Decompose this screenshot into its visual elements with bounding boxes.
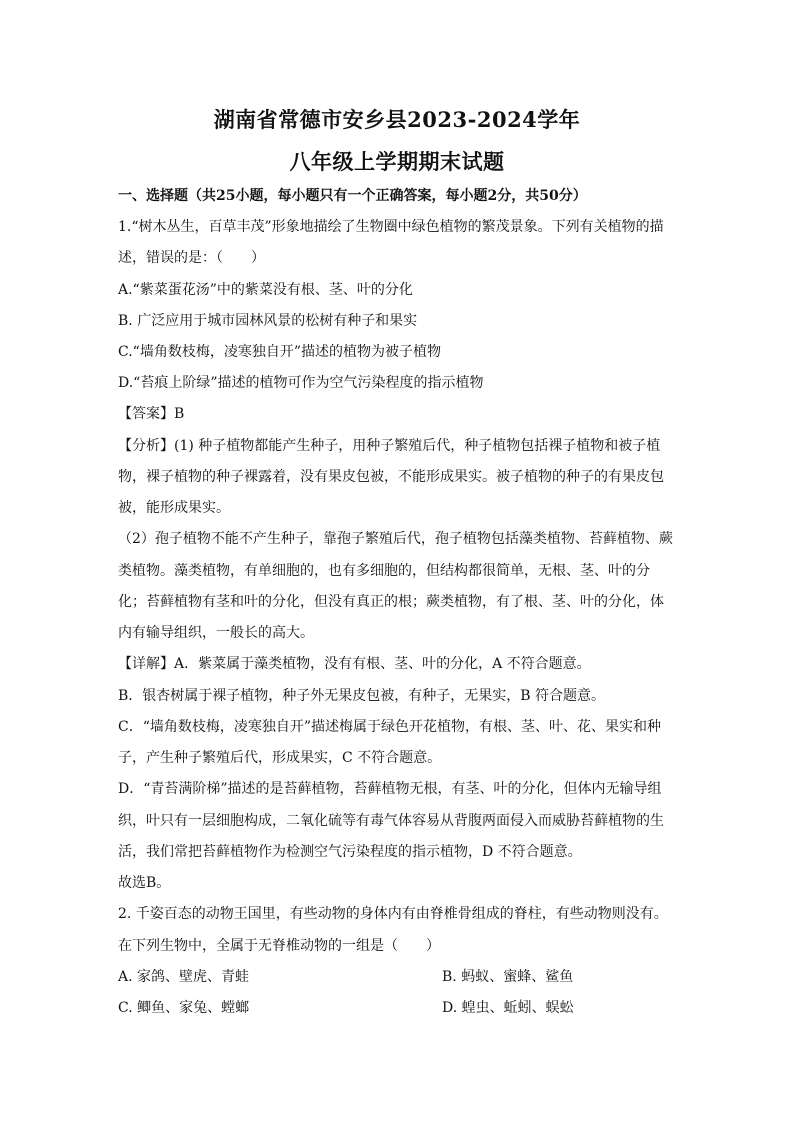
- section-heading: 一、选择题（共25小题，每小题只有一个正确答案，每小题2分，共50分）: [118, 188, 587, 204]
- document-subtitle: 八年级上学期期末试题: [289, 149, 505, 174]
- question-line: 在下列生物中，全属于无脊椎动物的一组是（ ）: [118, 938, 440, 954]
- question-line: 2. 千姿百态的动物王国里，有些动物的身体内有由脊椎骨组成的脊柱，有些动物则没有。: [118, 906, 668, 922]
- option-a: A. 家鸽、壁虎、青蛙: [118, 969, 250, 985]
- detail-line: B．银杏树属于裸子植物，种子外无果皮包被，有种子，无果实，B 符合题意。: [118, 688, 606, 704]
- option-line: C.“墙角数枝梅，凌寒独自开”描述的植物为被子植物: [118, 344, 441, 360]
- detail-line: 子，产生种子繁殖后代，形成果实，C 不符合题意。: [118, 750, 442, 766]
- text-line: 述，错误的是：（ ）: [118, 250, 265, 266]
- text-line: 1.“树木丛生，百草丰茂”形象地描绘了生物圈中绿色植物的繁茂景象。下列有关植物的描: [118, 219, 664, 235]
- detail-line: 织，叶只有一层细胞构成，二氧化硫等有毒气体容易从背腹两面侵入而威胁苔藓植物的生: [118, 813, 664, 829]
- analysis-line: （2）孢子植物不能不产生种子，靠孢子繁殖后代，孢子植物包括藻类植物、苔藓植物、蕨: [118, 531, 673, 547]
- analysis-line: 化；苔藓植物有茎和叶的分化，但没有真正的根；蕨类植物，有了根、茎、叶的分化，体: [118, 594, 664, 610]
- option-c: C. 鲫鱼、家兔、螳螂: [118, 1000, 250, 1016]
- analysis-line: 被，能形成果实。: [118, 500, 230, 516]
- detail-line: 【详解】A．紫菜属于藻类植物，没有有根、茎、叶的分化，A 不符合题意。: [118, 656, 591, 672]
- conclusion-line: 故选B。: [118, 875, 171, 891]
- document-title: 湖南省常德市安乡县2023-2024学年: [213, 107, 581, 132]
- analysis-line: 物，裸子植物的种子裸露着，没有果皮包被，不能形成果实。被子植物的种子的有果皮包: [118, 469, 664, 485]
- detail-line: 活，我们常把苔藓植物作为检测空气污染程度的指示植物，D 不符合题意。: [118, 844, 582, 860]
- option-line: B. 广泛应用于城市园林风景的松树有种子和果实: [118, 313, 418, 329]
- option-b: B. 蚂蚁、蜜蜂、鲨鱼: [442, 969, 574, 985]
- analysis-line: 内有输导组织，一般长的高大。: [118, 625, 314, 641]
- detail-line: D．“青苔满阶梯”描述的是苔藓植物，苔藓植物无根，有茎、叶的分化，但体内无输导组: [118, 781, 662, 797]
- option-d: D. 蝗虫、蚯蚓、蜈蚣: [442, 1000, 574, 1016]
- option-line: D.“苔痕上阶绿”描述的植物可作为空气污染程度的指示植物: [118, 375, 484, 391]
- option-line: A.“紫菜蛋花汤”中的紫菜没有根、茎、叶的分化: [118, 282, 413, 298]
- analysis-line: 类植物。藻类植物，有单细胞的，也有多细胞的，但结构都很简单，无根、茎、叶的分: [118, 563, 650, 579]
- answer-line: 【答案】B: [118, 406, 185, 422]
- analysis-line: 【分析】(1) 种子植物都能产生种子，用种子繁殖后代，种子植物包括裸子植物和被子植: [118, 438, 661, 454]
- detail-line: C．“墙角数枝梅，凌寒独自开”描述梅属于绿色开花植物，有根、茎、叶、花、果实和种: [118, 719, 662, 735]
